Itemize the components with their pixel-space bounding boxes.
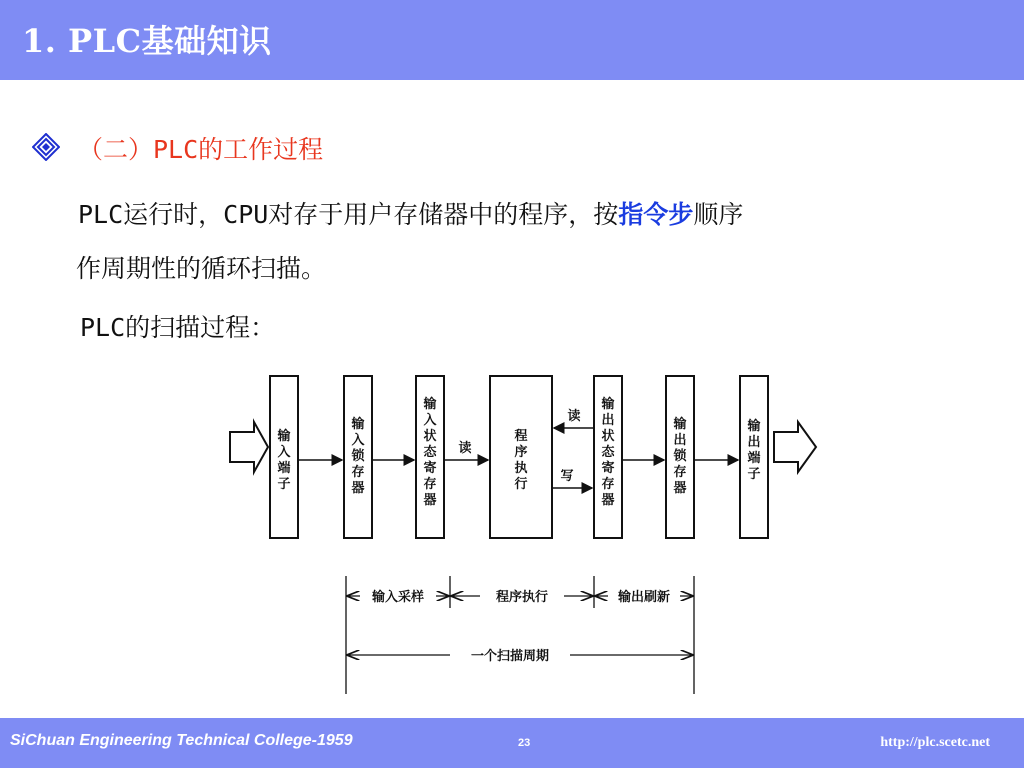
footer-bar <box>0 718 1024 768</box>
scan-cycle-label: 一个扫描周期 <box>470 649 550 664</box>
phase-input-sampling: 输入采样 <box>371 590 425 605</box>
scan-cycle-timeline <box>346 576 694 694</box>
para-text-before: PLC运行时，CPU对存于用户存储器中的程序，按 <box>78 200 619 229</box>
block-label: 输出状态寄存器 <box>601 397 615 508</box>
label-write-right: 写 <box>560 469 574 484</box>
block-label: 输出锁存器 <box>673 417 687 496</box>
block-label: 输入锁存器 <box>351 417 365 496</box>
input-arrow-icon <box>230 422 268 472</box>
block-output-status-register <box>594 376 622 538</box>
college-name: SiChuan Engineering Technical College-1959 <box>10 732 353 749</box>
scan-process-label: PLC的扫描过程： <box>80 313 276 342</box>
diamond-bullet-icon <box>32 133 60 161</box>
block-input-status-register <box>416 376 444 538</box>
section-heading: （二）PLC的工作过程 <box>78 135 324 164</box>
block-label: 输出端子 <box>747 419 761 482</box>
phase-program-execution: 程序执行 <box>495 590 549 605</box>
block-input-latch <box>344 376 372 538</box>
para-highlight: 指令步 <box>618 200 694 229</box>
block-label: 程序执行 <box>514 429 528 492</box>
footer-url: http://plc.scetc.net <box>880 735 990 750</box>
phase-output-refresh: 输出刷新 <box>617 590 671 605</box>
plc-scan-diagram <box>224 368 824 698</box>
slide-title: 1. PLC基础知识 <box>22 22 272 60</box>
description-paragraph <box>78 188 978 296</box>
block-output-terminal <box>740 376 768 538</box>
block-program-execution <box>490 376 552 538</box>
block-label: 输入端子 <box>277 429 291 492</box>
para-line-2: 作周期性的循环扫描。 <box>76 254 327 283</box>
block-input-terminal <box>270 376 298 538</box>
block-label: 输入状态寄存器 <box>423 397 437 508</box>
label-read-left: 读 <box>458 441 472 456</box>
para-text-after: 顺序 <box>693 200 744 229</box>
title-bar <box>0 0 1024 80</box>
block-output-latch <box>666 376 694 538</box>
output-arrow-icon <box>774 422 816 472</box>
label-read-right: 读 <box>567 409 581 424</box>
page-number: 23 <box>518 737 531 749</box>
